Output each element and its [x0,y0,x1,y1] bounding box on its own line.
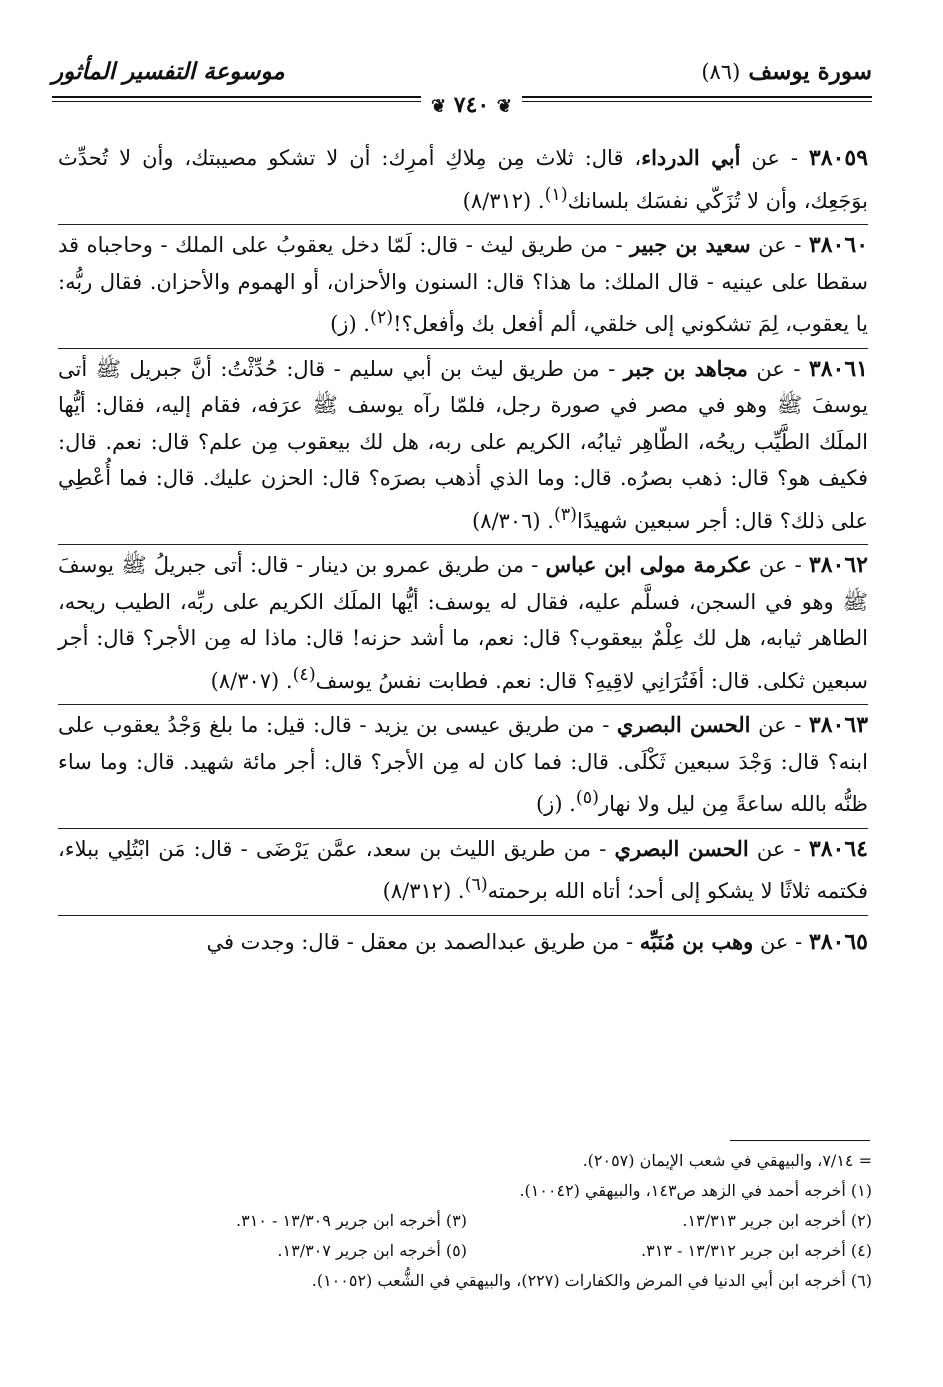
narration-connector: - عن [750,713,809,737]
narration-number: ٣٨٠٦٤ [808,835,868,862]
footnote-marker: (٥) [575,788,599,808]
narrations-list [58,138,868,965]
narration-text: - من طريق ليث - قال: لَمّا دخل يعقوبُ على الملك - وحاجباه قد سقطا على عينيه - قال الملك: ما هذا؟ قال: السنون والأحزان، أو الهموم والأحزان. فقال ربُّه: يا يعقوب، لِمَ تشكوني إلى خلقي، ألم أفعل بك وأفعل؟! [58,233,868,336]
narration-reference: . (٨/٣١٢) [462,188,545,213]
narration-text: - من طريق عيسى بن يزيد - قال: قيل: ما بلغ وَجْدُ يعقوب على ابنه؟ قال: وَجْدَ سبعين ثَكْلَى. قال: فما كان له مِن الأجر؟ قال: أجر مائة شهيد. قال: وما ساء ظنُّه بالله ساعةً مِن ليل ولا نهار [58,713,868,816]
narration-reference: . (٨/٣٠٧) [210,668,293,693]
ornament-icon: ❦ [431,96,447,117]
narration-text: - من طريق الليث بن سعد، عمَّن يَرْضَى - قال: مَن ابْتُلِي ببلاء، فكتمه ثلاثًا لا يشكو إلى أحد؛ أتاه الله برحمته [58,836,868,903]
surah-number: (٨٦) [701,60,741,84]
narration-entry [58,138,868,225]
narrator-name: وهب بن مُنَبِّه [639,928,754,954]
footnote-marker: (٦) [464,875,488,895]
footnote-1: (١) أخرجه أحمد في الزهد ص١٤٣، والبيهقي (١٠٠٤٢). [519,1181,872,1200]
footnote-separator [730,1140,870,1141]
narration-number: ٣٨٠٦٣ [808,712,869,738]
narration-reference: . (٨/٣١٢) [382,879,465,903]
narrator-name: عكرمة مولى ابن عباس [545,552,752,577]
narration-number: ٣٨٠٦٢ [808,552,868,578]
narrator-name: الحسن البصري [614,835,749,861]
ornament-icon: ❦ [496,96,512,117]
page-number [421,92,522,118]
narration-text: ، قال: ثلاث مِن مِلاكِ أمرِك: أن لا تشكو مصيبتك، وأن لا تُحدِّث بوَجَعِك، وأن لا تُزَكّي نفسَك بلسانك [58,146,868,213]
narration-text: - من طريق ليث بن أبي سليم - قال: حُدِّثْتُ: أنَّ جبريل ﷺ أتى يوسفَ ﷺ وهو في مصر في صورة رجل، فلمّا رآه يوسف ﷺ عرَفه، فقام إليه، فقال: أيُّها الملَك الطَّيِّب ريحُه، الطّاهِر ثيابُه، الكريم على ربه، هل لك بيعقوب مِن علم؟ قال: نعم. قال: فكيف هو؟ قال: ذهب بصرُه. قال: وما الذي أذهب بصرَه؟ قال: الحزن عليك. قال: فما أُعْطِي على ذلك؟ قال: أجر سبعين شهيدًا [58,356,868,533]
footnote-row [62,1236,872,1266]
narration-entry [58,916,868,966]
footnote-4: (٤) أخرجه ابن جرير ١٣/٣١٢ - ٣١٣. [641,1241,872,1260]
narrator-name: الحسن البصري [616,712,751,737]
narration-entry [58,705,868,829]
narration-connector: - عن [753,929,809,954]
narration-connector: - عن [748,836,809,861]
footnote-marker: (٢) [370,308,394,328]
footnotes [62,1146,872,1296]
narration-number: ٣٨٠٥٩ [808,145,869,171]
narration-entry [58,829,868,916]
footnote-marker: (١) [544,184,568,205]
narration-entry [58,545,868,705]
surah-name: سورة يوسف [748,58,872,85]
narration-number: ٣٨٠٦٠ [808,232,869,258]
narration-entry [58,225,868,349]
narration-connector: - عن [747,356,809,381]
footnote-2: (٢) أخرجه ابن جرير ١٣/٣١٣. [682,1211,872,1230]
narrator-name: سعيد بن جبير [630,232,751,257]
narration-reference: . (٨/٣٠٦) [471,508,554,533]
narration-text: - من طريق عمرو بن دينار - قال: أتى جبريلُ ﷺ يوسفَ ﷺ وهو في السجن، فسلَّم عليه، فقال له يوسف: أيُّها الملَك الكريم على ربِّه، الطيب ريحه، الطاهر ثيابه، هل لك عِلْمٌ بيعقوب؟ قال: نعم، ما أشد حزنه! قال: ماذا له مِن الأجر؟ قال: أجر سبعين ثكلى. قال: أفَتُرَانِي لاقِيهِ؟ قال: نعم. فطابت نفسُ يوسف [58,553,868,693]
narrator-name: أبي الدرداء [641,145,741,170]
narration-connector: - عن [740,146,809,170]
narration-number: ٣٨٠٦١ [808,355,868,382]
page-number-container [0,92,943,118]
surah-title [701,58,872,85]
footnote-6: (٦) أخرجه ابن أبي الدنيا في المرض والكفارات (٢٢٧)، والبيهقي في الشُّعب (١٠٠٥٢). [311,1271,872,1290]
footnote-marker: (٣) [553,504,577,525]
narration-connector: - عن [750,233,809,257]
footnote-marker: (٤) [292,664,316,685]
page-number-value: ٧٤٠ [453,92,490,118]
footnote-row [62,1206,872,1236]
narration-number: ٣٨٠٦٥ [808,928,868,955]
narration-reference: . (ز) [330,312,370,336]
narrator-name: مجاهد بن جبر [623,355,748,381]
narration-entry [58,349,868,546]
narration-text: - من طريق عبدالصمد بن معقل - قال: وجدت في [206,929,640,954]
footnote-continuation: = ٧/١٤، والبيهقي في شعب الإيمان (٢٠٥٧). [582,1151,872,1170]
encyclopedia-title: موسوعة التفسير المأثور [52,58,285,85]
footnote-5: (٥) أخرجه ابن جرير ١٣/٣٠٧. [277,1241,467,1260]
narration-reference: . (ز) [535,792,576,816]
narration-connector: - عن [751,553,809,577]
footnote-3: (٣) أخرجه ابن جرير ١٣/٣٠٩ - ٣١٠. [236,1211,467,1230]
